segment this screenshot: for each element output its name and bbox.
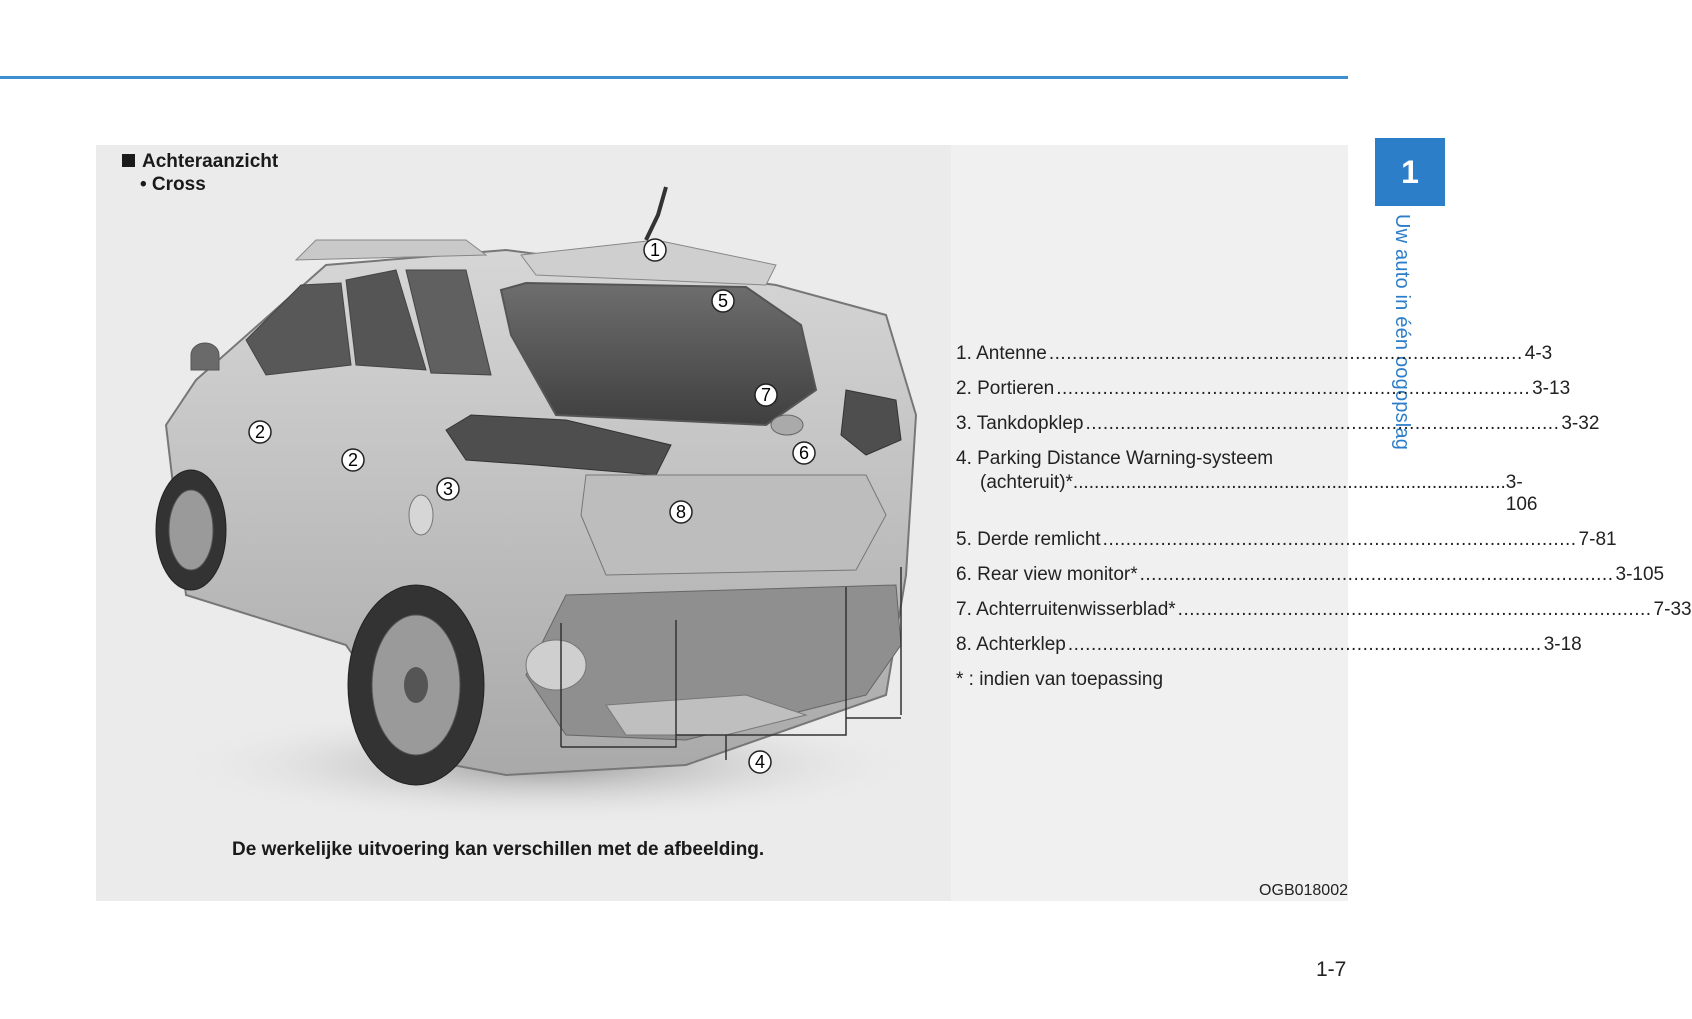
- section-heading-text: Achteraanzicht: [142, 151, 279, 172]
- svg-text:4: 4: [754, 752, 766, 772]
- callout-8: [670, 501, 692, 523]
- part-item: 1. Antenne .................................................................................. 4-3: [956, 343, 1553, 364]
- figure-code: OGB018002: [1259, 882, 1348, 899]
- svg-text:1: 1: [649, 240, 661, 260]
- callout-5: [712, 290, 734, 312]
- square-bullet-icon: [122, 154, 135, 167]
- part-item: 8. Achterklep .................................................................................. 3-18: [956, 634, 1582, 655]
- svg-text:2: 2: [347, 450, 359, 470]
- header-rule: [0, 76, 1348, 79]
- parts-list: [956, 343, 1692, 691]
- callout-4: [749, 751, 771, 773]
- chapter-title: Uw auto in één oogopslag: [1391, 214, 1413, 451]
- svg-text:8: 8: [675, 502, 687, 522]
- footnote: * : indien van toepassing: [956, 669, 1164, 690]
- part-item: 6. Rear view monitor* .................................................................................. 3-105: [956, 564, 1665, 585]
- callout-2a: [249, 421, 271, 443]
- callout-1: [644, 239, 666, 261]
- car-rear-illustration: [126, 175, 926, 835]
- part-item: 4. Parking Distance Warning-systeem (achteruit)* .................................................................................. 3-106: [956, 448, 1538, 515]
- callout-2b: [342, 449, 364, 471]
- part-item: 3. Tankdopklep .................................................................................. 3-32: [956, 413, 1600, 434]
- section-heading: [122, 151, 278, 173]
- part-item: 5. Derde remlicht .................................................................................. 7-81: [956, 529, 1617, 550]
- svg-text:6: 6: [798, 443, 810, 463]
- svg-text:7: 7: [760, 385, 772, 405]
- svg-text:3: 3: [442, 479, 454, 499]
- callout-3: [437, 478, 459, 500]
- svg-text:2: 2: [254, 422, 266, 442]
- part-item: 2. Portieren .................................................................................. 3-13: [956, 378, 1571, 399]
- callout-6: [793, 442, 815, 464]
- page-number: 1-7: [1316, 958, 1347, 981]
- svg-text:5: 5: [717, 291, 729, 311]
- car-drawing: [156, 187, 926, 825]
- sub-heading: • Cross: [140, 174, 206, 195]
- figure-disclaimer: De werkelijke uitvoering kan verschillen met de afbeelding.: [232, 839, 765, 860]
- chapter-number-tab: 1: [1375, 138, 1445, 206]
- callout-7: [755, 384, 777, 406]
- part-item: 7. Achterruitenwisserblad* .................................................................................. 7-33: [956, 599, 1692, 620]
